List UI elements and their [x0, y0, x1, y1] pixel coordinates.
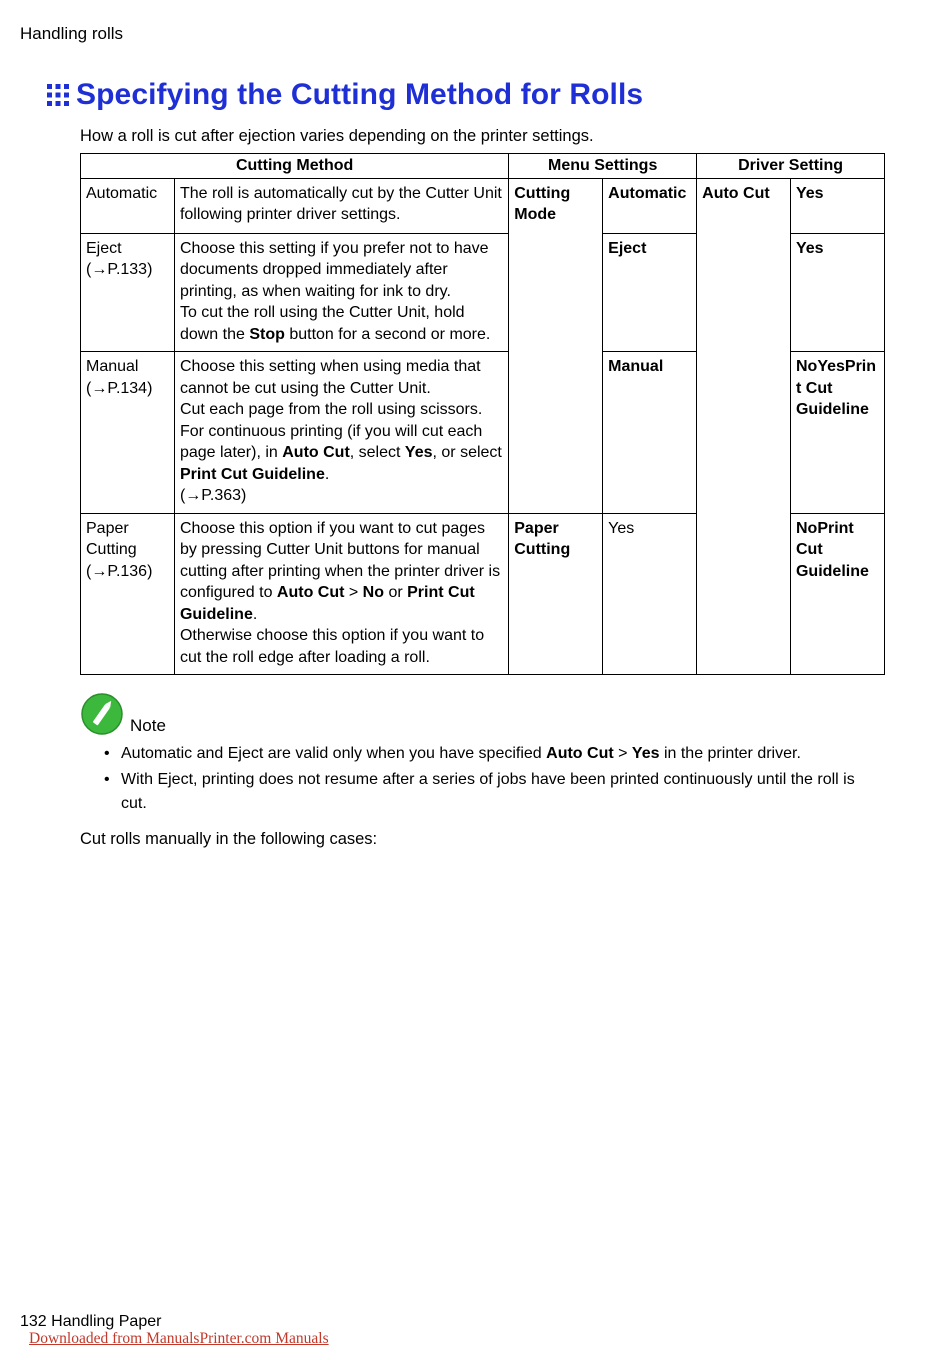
header-menu-settings: Menu Settings: [509, 154, 697, 179]
menu-key-cell: Paper Cutting: [509, 513, 603, 675]
table-row: [81, 178, 885, 233]
description-cell: Choose this setting when using media that cannot be cut using the Cutter Unit. Cut each page from the roll using scissors. For continuous printing (if you will cut each page later), in Auto Cut, select Yes, or select Print Cut Guideline. (→P.363): [174, 352, 508, 514]
intro-text: How a roll is cut after ejection varies depending on the printer settings.: [80, 127, 594, 145]
driver-value-cell: Yes: [790, 178, 884, 233]
menu-value-cell: Manual: [603, 352, 697, 514]
header-cutting-method: Cutting Method: [81, 154, 509, 179]
page-footer: 132 Handling Paper: [20, 1313, 162, 1330]
pencil-note-icon: [80, 692, 124, 736]
note-header: [80, 692, 880, 736]
driver-value-cell: NoPrint Cut Guideline: [790, 513, 884, 675]
menu-value-cell: Eject: [603, 233, 697, 352]
menu-value-cell: Yes: [603, 513, 697, 675]
watermark-link[interactable]: Downloaded from ManualsPrinter.com Manuals: [29, 1330, 329, 1347]
bullet: •: [104, 771, 110, 788]
method-cell: Manual (→P.134): [81, 352, 175, 514]
cases-text: Cut rolls manually in the following cases:: [80, 830, 378, 848]
method-cell: Paper Cutting (→P.136): [81, 513, 175, 675]
description-cell: Choose this setting if you prefer not to have documents dropped immediately after printing, as when waiting for ink to dry. To cut the roll using the Cutter Unit, hold down the Stop button for a second or more.: [174, 233, 508, 352]
note-label: Note: [130, 716, 166, 735]
cutting-method-table: [80, 153, 885, 675]
description-cell: The roll is automatically cut by the Cutter Unit following printer driver settings.: [174, 178, 508, 233]
method-cell: Automatic: [81, 178, 175, 233]
page-title: Specifying the Cutting Method for Rolls: [76, 78, 644, 111]
driver-value-cell: NoYesPrint Cut Guideline: [790, 352, 884, 514]
description-cell: Choose this option if you want to cut pages by pressing Cutter Unit buttons for manual cutting after printing when the printer driver is configured to Auto Cut > No or Print Cut Guideline. Otherwise choose this option if you want to cut the roll edge after loading a roll.: [174, 513, 508, 675]
driver-value-cell: Yes: [790, 233, 884, 352]
driver-key-cell: Auto Cut: [697, 178, 791, 675]
table-header-row: [81, 154, 885, 179]
menu-key-cell: Cutting Mode: [509, 178, 603, 513]
section-header: Handling rolls: [20, 24, 123, 43]
menu-value-cell: Automatic: [603, 178, 697, 233]
method-cell: Eject (→P.133): [81, 233, 175, 352]
header-driver-setting: Driver Setting: [697, 154, 885, 179]
list-item: • With Eject, printing does not resume after a series of jobs have been printed continuously until the roll is cut.: [80, 768, 880, 816]
title-row: [46, 78, 643, 112]
list-item: • Automatic and Eject are valid only when you have specified Auto Cut > Yes in the printer driver.: [80, 742, 880, 766]
bullet: •: [104, 745, 110, 762]
grid-icon: [46, 83, 70, 107]
note-section: [80, 692, 880, 818]
note-list: [80, 742, 880, 816]
